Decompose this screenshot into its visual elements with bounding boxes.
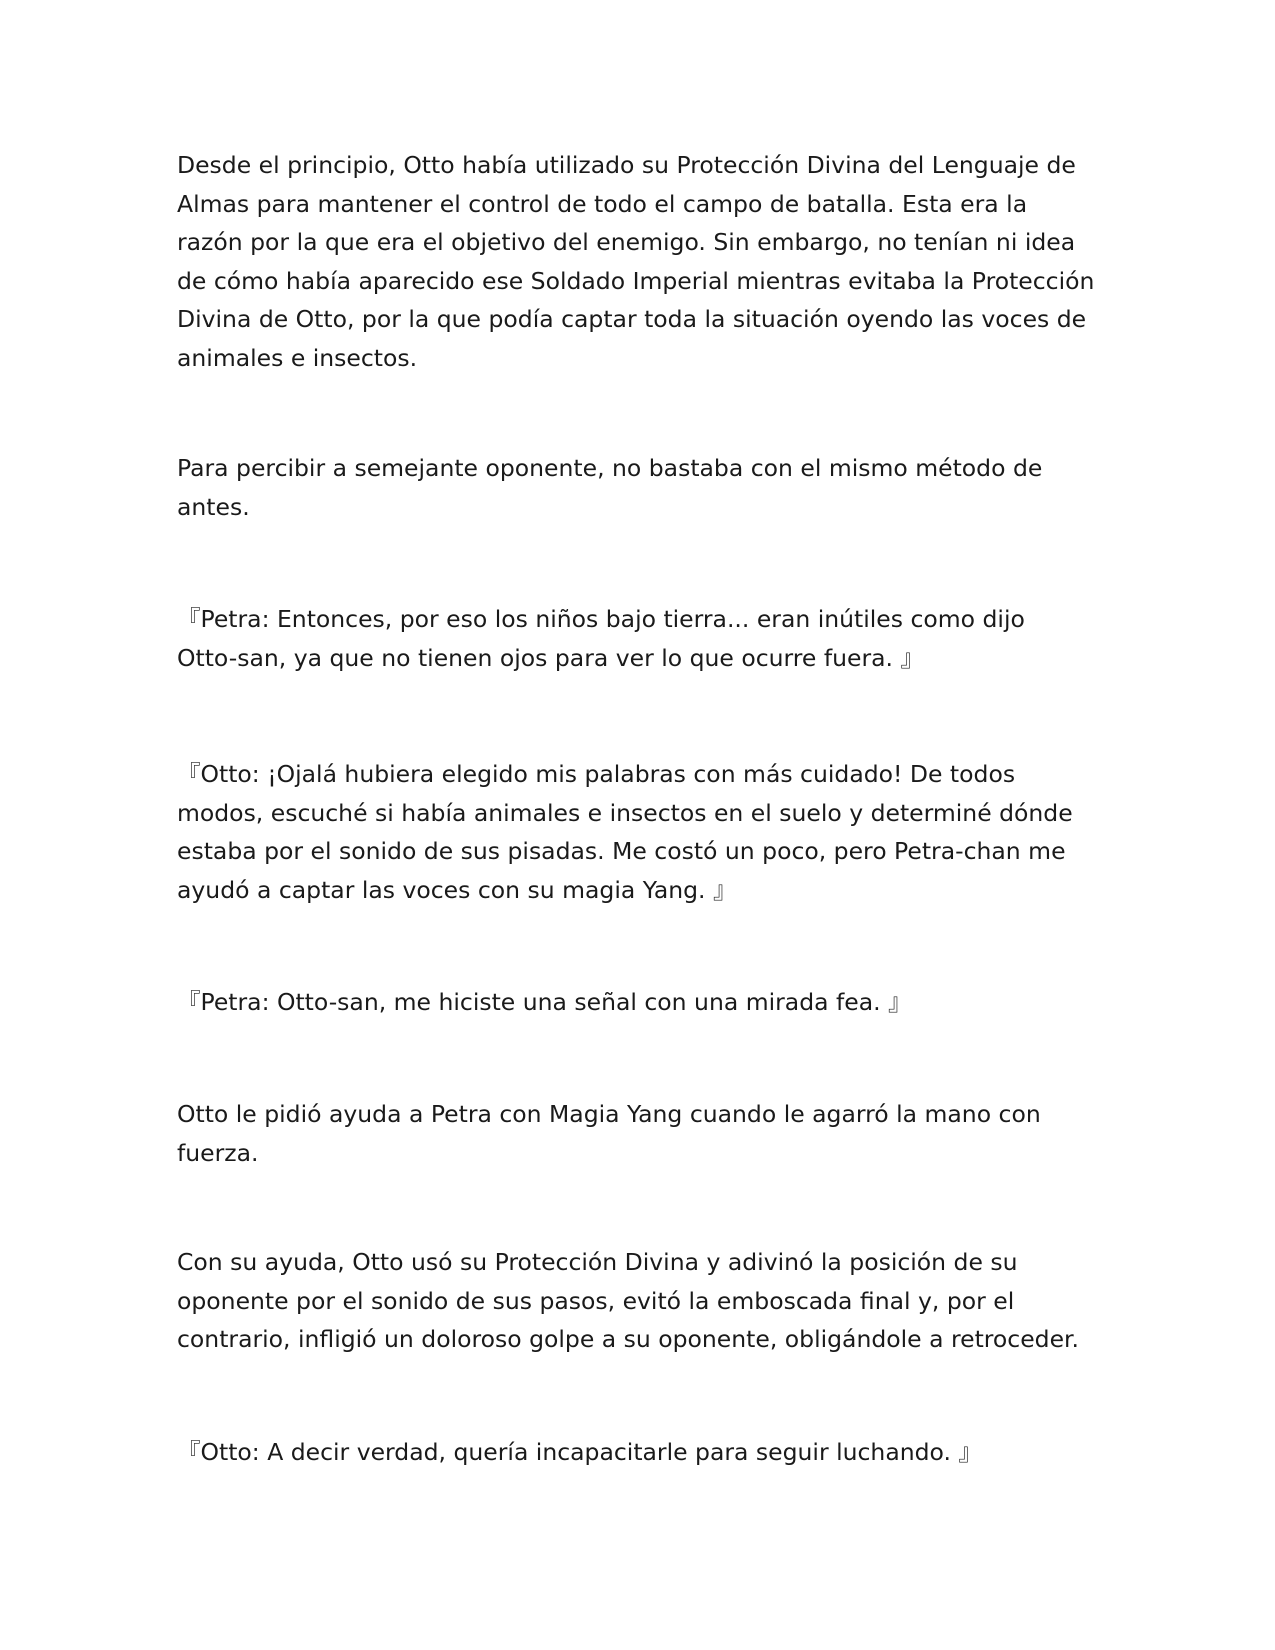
paragraph-7 <box>177 1243 1107 1359</box>
text-line: 『Otto: A decir verdad, quería incapacitarle para seguir luchando. 』 <box>177 1438 982 1466</box>
text-line: contrario, infligió un doloroso golpe a su oponente, obligándole a retroceder. <box>177 1325 1080 1353</box>
text-line: estaba por el sonido de sus pisadas. Me costó un poco, pero Petra-chan me <box>177 837 1066 865</box>
text-line: Desde el principio, Otto había utilizado su Protección Divina del Lenguaje de <box>177 151 1076 179</box>
text-line: Para percibir a semejante oponente, no bastaba con el mismo método de <box>177 454 1043 482</box>
text-line: Otto le pidió ayuda a Petra con Magia Yang cuando le agarró la mano con <box>177 1100 1041 1128</box>
text-line: Divina de Otto, por la que podía captar toda la situación oyendo las voces de <box>177 305 1087 333</box>
text-line: oponente por el sonido de sus pasos, evitó la emboscada final y, por el <box>177 1286 1015 1315</box>
paragraph-3-dialogue <box>177 600 1107 677</box>
text-line: 『Otto: ¡Ojalá hubiera elegido mis palabras con más cuidado! De todos <box>177 760 1016 788</box>
paragraph-2 <box>177 449 1107 526</box>
text-line: 『Petra: Otto-san, me hiciste una señal con una mirada fea. 』 <box>177 988 912 1016</box>
paragraph-6 <box>177 1095 1107 1172</box>
text-line: Almas para mantener el control de todo el campo de batalla. Esta era la <box>177 189 1028 218</box>
paragraph-1 <box>177 146 1107 377</box>
text-line: fuerza. <box>177 1138 259 1167</box>
text-line: antes. <box>177 492 250 521</box>
paragraph-5-dialogue <box>177 983 1107 1022</box>
text-line: ayudó a captar las voces con su magia Yang. 』 <box>177 875 737 904</box>
text-line: animales e insectos. <box>177 343 418 372</box>
text-line: razón por la que era el objetivo del enemigo. Sin embargo, no tenían ni idea <box>177 228 1076 256</box>
text-line: modos, escuché si había animales e insectos en el suelo y determiné dónde <box>177 798 1073 827</box>
text-line: 『Petra: Entonces, por eso los niños bajo tierra... eran inútiles como dijo <box>177 605 1025 633</box>
text-line: Otto-san, ya que no tienen ojos para ver lo que ocurre fuera. 』 <box>177 643 924 672</box>
text-line: Con su ayuda, Otto usó su Protección Divina y adivinó la posición de su <box>177 1248 1018 1276</box>
paragraph-8-dialogue <box>177 1433 1107 1472</box>
paragraph-4-dialogue <box>177 755 1107 909</box>
text-line: de cómo había aparecido ese Soldado Imperial mientras evitaba la Protección <box>177 266 1095 295</box>
